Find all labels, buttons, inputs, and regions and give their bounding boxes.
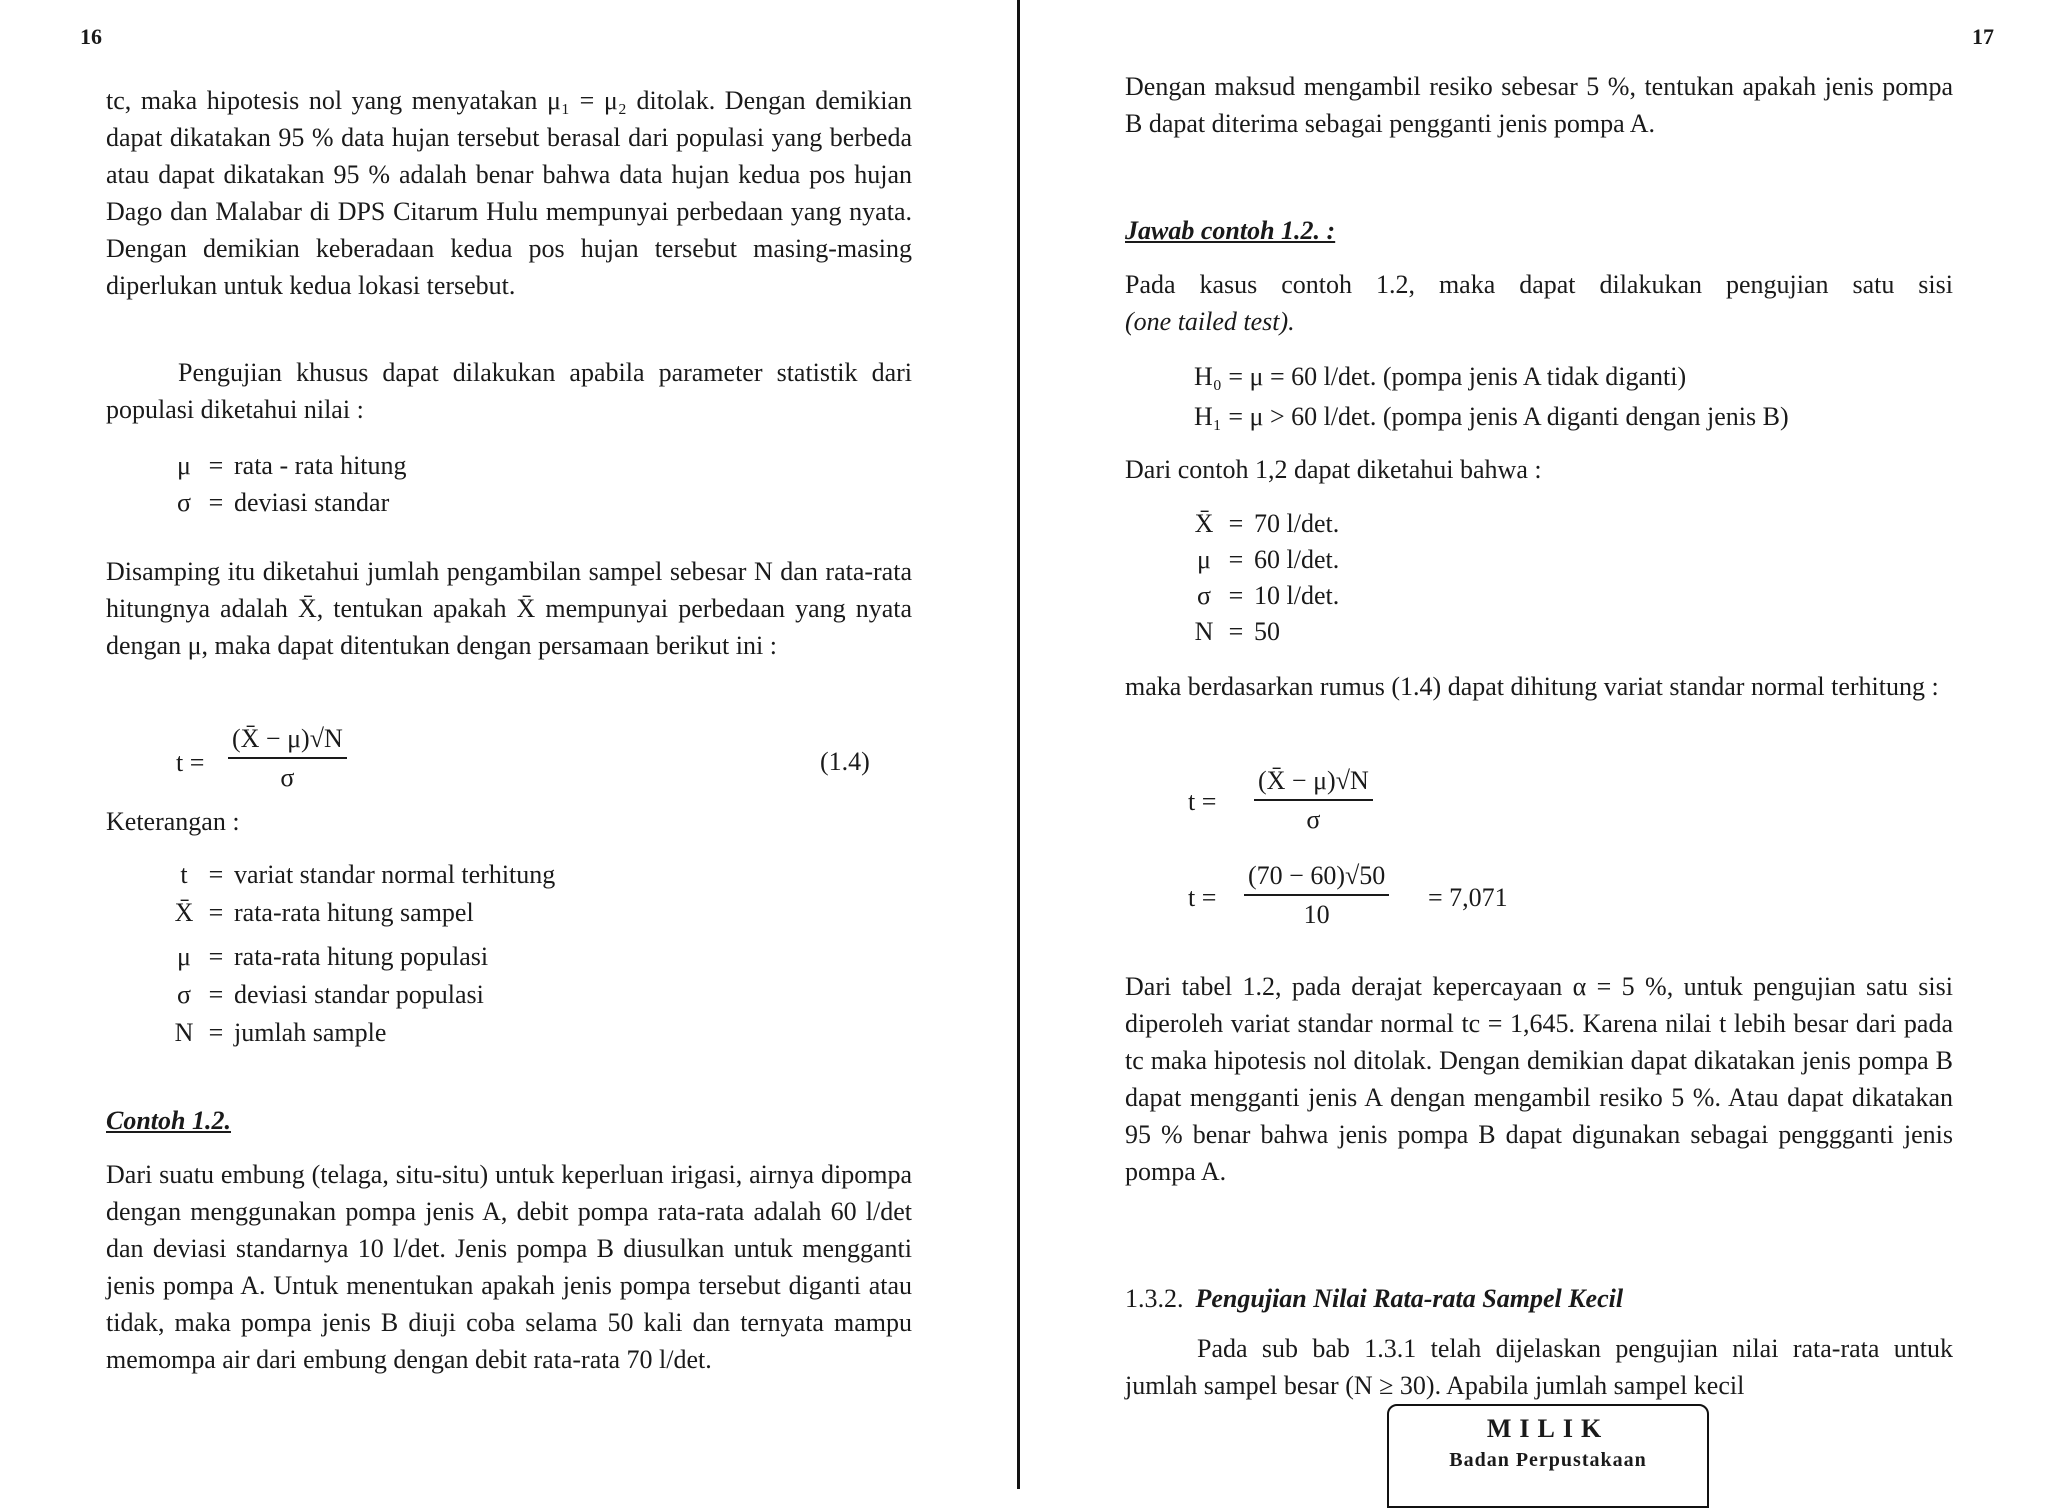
example-paragraph: Dari suatu embung (telaga, situ-situ) untuk keperluan irigasi, airnya dipompa dengan menggunakan pompa jenis A, debit pompa rata-rata adalah 60 l/det dan deviasi standarnya 10 l/det. Jenis pompa B diusulkan untuk mengganti jenis pompa A. Untuk menentukan apakah jenis pompa tersebut diganti atau tidak, maka pompa jenis B diuji coba selama 50 kali dan ternyata mampu memompa air dari embung dengan debit rata-rata 70 l/det. [106, 1160, 912, 1374]
page-number: 17 [1972, 24, 1994, 49]
formula-denominator: σ [1306, 805, 1321, 834]
stamp-line-1: MILIK [1486, 1414, 1610, 1443]
legend-item: σ = deviasi standar populasi [176, 980, 484, 1009]
numeric-numerator: (70 − 60)√50 [1248, 861, 1386, 890]
section-title: Pengujian Nilai Rata-rata Sampel Kecil [1195, 1284, 1624, 1313]
formula-result: = 7,071 [1428, 883, 1508, 912]
stamp-line-2: Badan Perpustakaan [1449, 1449, 1647, 1471]
legend-item: μ = rata-rata hitung populasi [177, 942, 489, 971]
keterangan-label: Keterangan : [106, 807, 240, 836]
library-stamp [1387, 1404, 1709, 1508]
known-value: N = 50 [1194, 617, 1280, 646]
formula-lhs: t = [176, 748, 205, 777]
numeric-formula-fraction [1244, 857, 1389, 933]
answer-heading: Jawab contoh 1.2. : [1125, 216, 1336, 245]
hypothesis-alternative: H₁ = μ > 60 l/det. (pompa jenis A diganti dengan jenis B) [1194, 402, 1789, 431]
legend-item: t = variat standar normal terhitung [180, 860, 556, 889]
known-value: μ = 60 l/det. [1197, 545, 1340, 574]
special-test-paragraph: Pengujian khusus dapat dilakukan apabila parameter statistik dari populasi diketahui nilai : [106, 358, 912, 424]
example-heading: Contoh 1.2. [106, 1106, 231, 1135]
question-paragraph: Dengan maksud mengambil resiko sebesar 5 %, tentukan apakah jenis pompa B dapat diterima sebagai pengganti jenis pompa A. [1125, 72, 1953, 138]
hypothesis-null: H₀ = μ = 60 l/det. (pompa jenis A tidak diganti) [1194, 362, 1687, 391]
known-value: σ = 10 l/det. [1196, 581, 1340, 610]
formula-numerator: (X̄ − μ)√N [1258, 766, 1369, 795]
legend-item: X̄ = rata-rata hitung sampel [174, 898, 474, 927]
formula-denominator: σ [280, 763, 295, 792]
sample-paragraph: Disamping itu diketahui jumlah pengambilan sampel sebesar N dan rata-rata hitungnya adalah X̄, tentukan apakah X̄ mempunyai perbedaan yang nyata dengan μ, maka dapat ditentukan dengan persamaan berikut ini : [106, 557, 912, 660]
param-definition-sigma: σ = deviasi standar [176, 488, 390, 517]
page-number: 16 [80, 24, 102, 49]
answer-intro-italic: (one tailed test). [1125, 307, 1295, 336]
section-paragraph: Pada sub bab 1.3.1 telah dijelaskan pengujian nilai rata-rata untuk jumlah sampel besar (N ≥ 30). Apabila jumlah sampel kecil [1125, 1334, 1953, 1400]
formula-lhs: t = [1188, 787, 1217, 816]
answer-intro-line: Pada kasus contoh 1.2, maka dapat dilakukan pengujian satu sisi [1125, 270, 1953, 299]
conclusion-paragraph: Dari tabel 1.2, pada derajat kepercayaan α = 5 %, untuk pengujian satu sisi diperoleh variat standar normal tc = 1,645. Karena nilai t lebih besar dari pada tc maka hipotesis nol ditolak. Dengan demikian dapat dikatakan jenis pompa B dapat mengganti jenis A dengan mengambil resiko 5 %. Atau dapat dikatakan 95 % benar bahwa jenis pompa B dapat digunakan sebagai penggganti jenis pompa A. [1125, 972, 1953, 1186]
formula-intro: maka berdasarkan rumus (1.4) dapat dihitung variat standar normal terhitung : [1125, 672, 1939, 701]
intro-paragraph: tc, maka hipotesis nol yang menyatakan μ₁ = μ₂ ditolak. Dengan demikian dapat dikatakan 95 % data hujan tersebut berasal dari populasi yang berbeda atau dapat dikatakan 95 % adalah benar bahwa data hujan kedua pos hujan Dago dan Malabar di DPS Citarum Hulu mempunyai perbedaan yang nyata. Dengan demikian keberadaan kedua pos hujan tersebut masing-masing diperlukan untuk kedua lokasi tersebut. [106, 86, 912, 300]
param-definition-mu: μ = rata - rata hitung [177, 451, 407, 480]
section-heading [1125, 1280, 1623, 1317]
numeric-denominator: 10 [1303, 900, 1330, 929]
section-number: 1.3.2. [1125, 1284, 1184, 1313]
formula-numerator: (X̄ − μ)√N [232, 724, 343, 753]
numeric-formula-lhs: t = [1188, 883, 1217, 912]
legend-item: N = jumlah sample [174, 1018, 387, 1047]
equation-label: (1.4) [820, 747, 870, 776]
formula-fraction [1254, 762, 1373, 838]
formula-fraction [228, 720, 347, 796]
right-page [1022, 0, 2048, 1489]
left-page [0, 0, 1018, 1489]
known-value: X̄ = 70 l/det. [1194, 509, 1340, 538]
known-intro: Dari contoh 1,2 dapat diketahui bahwa : [1125, 455, 1542, 484]
